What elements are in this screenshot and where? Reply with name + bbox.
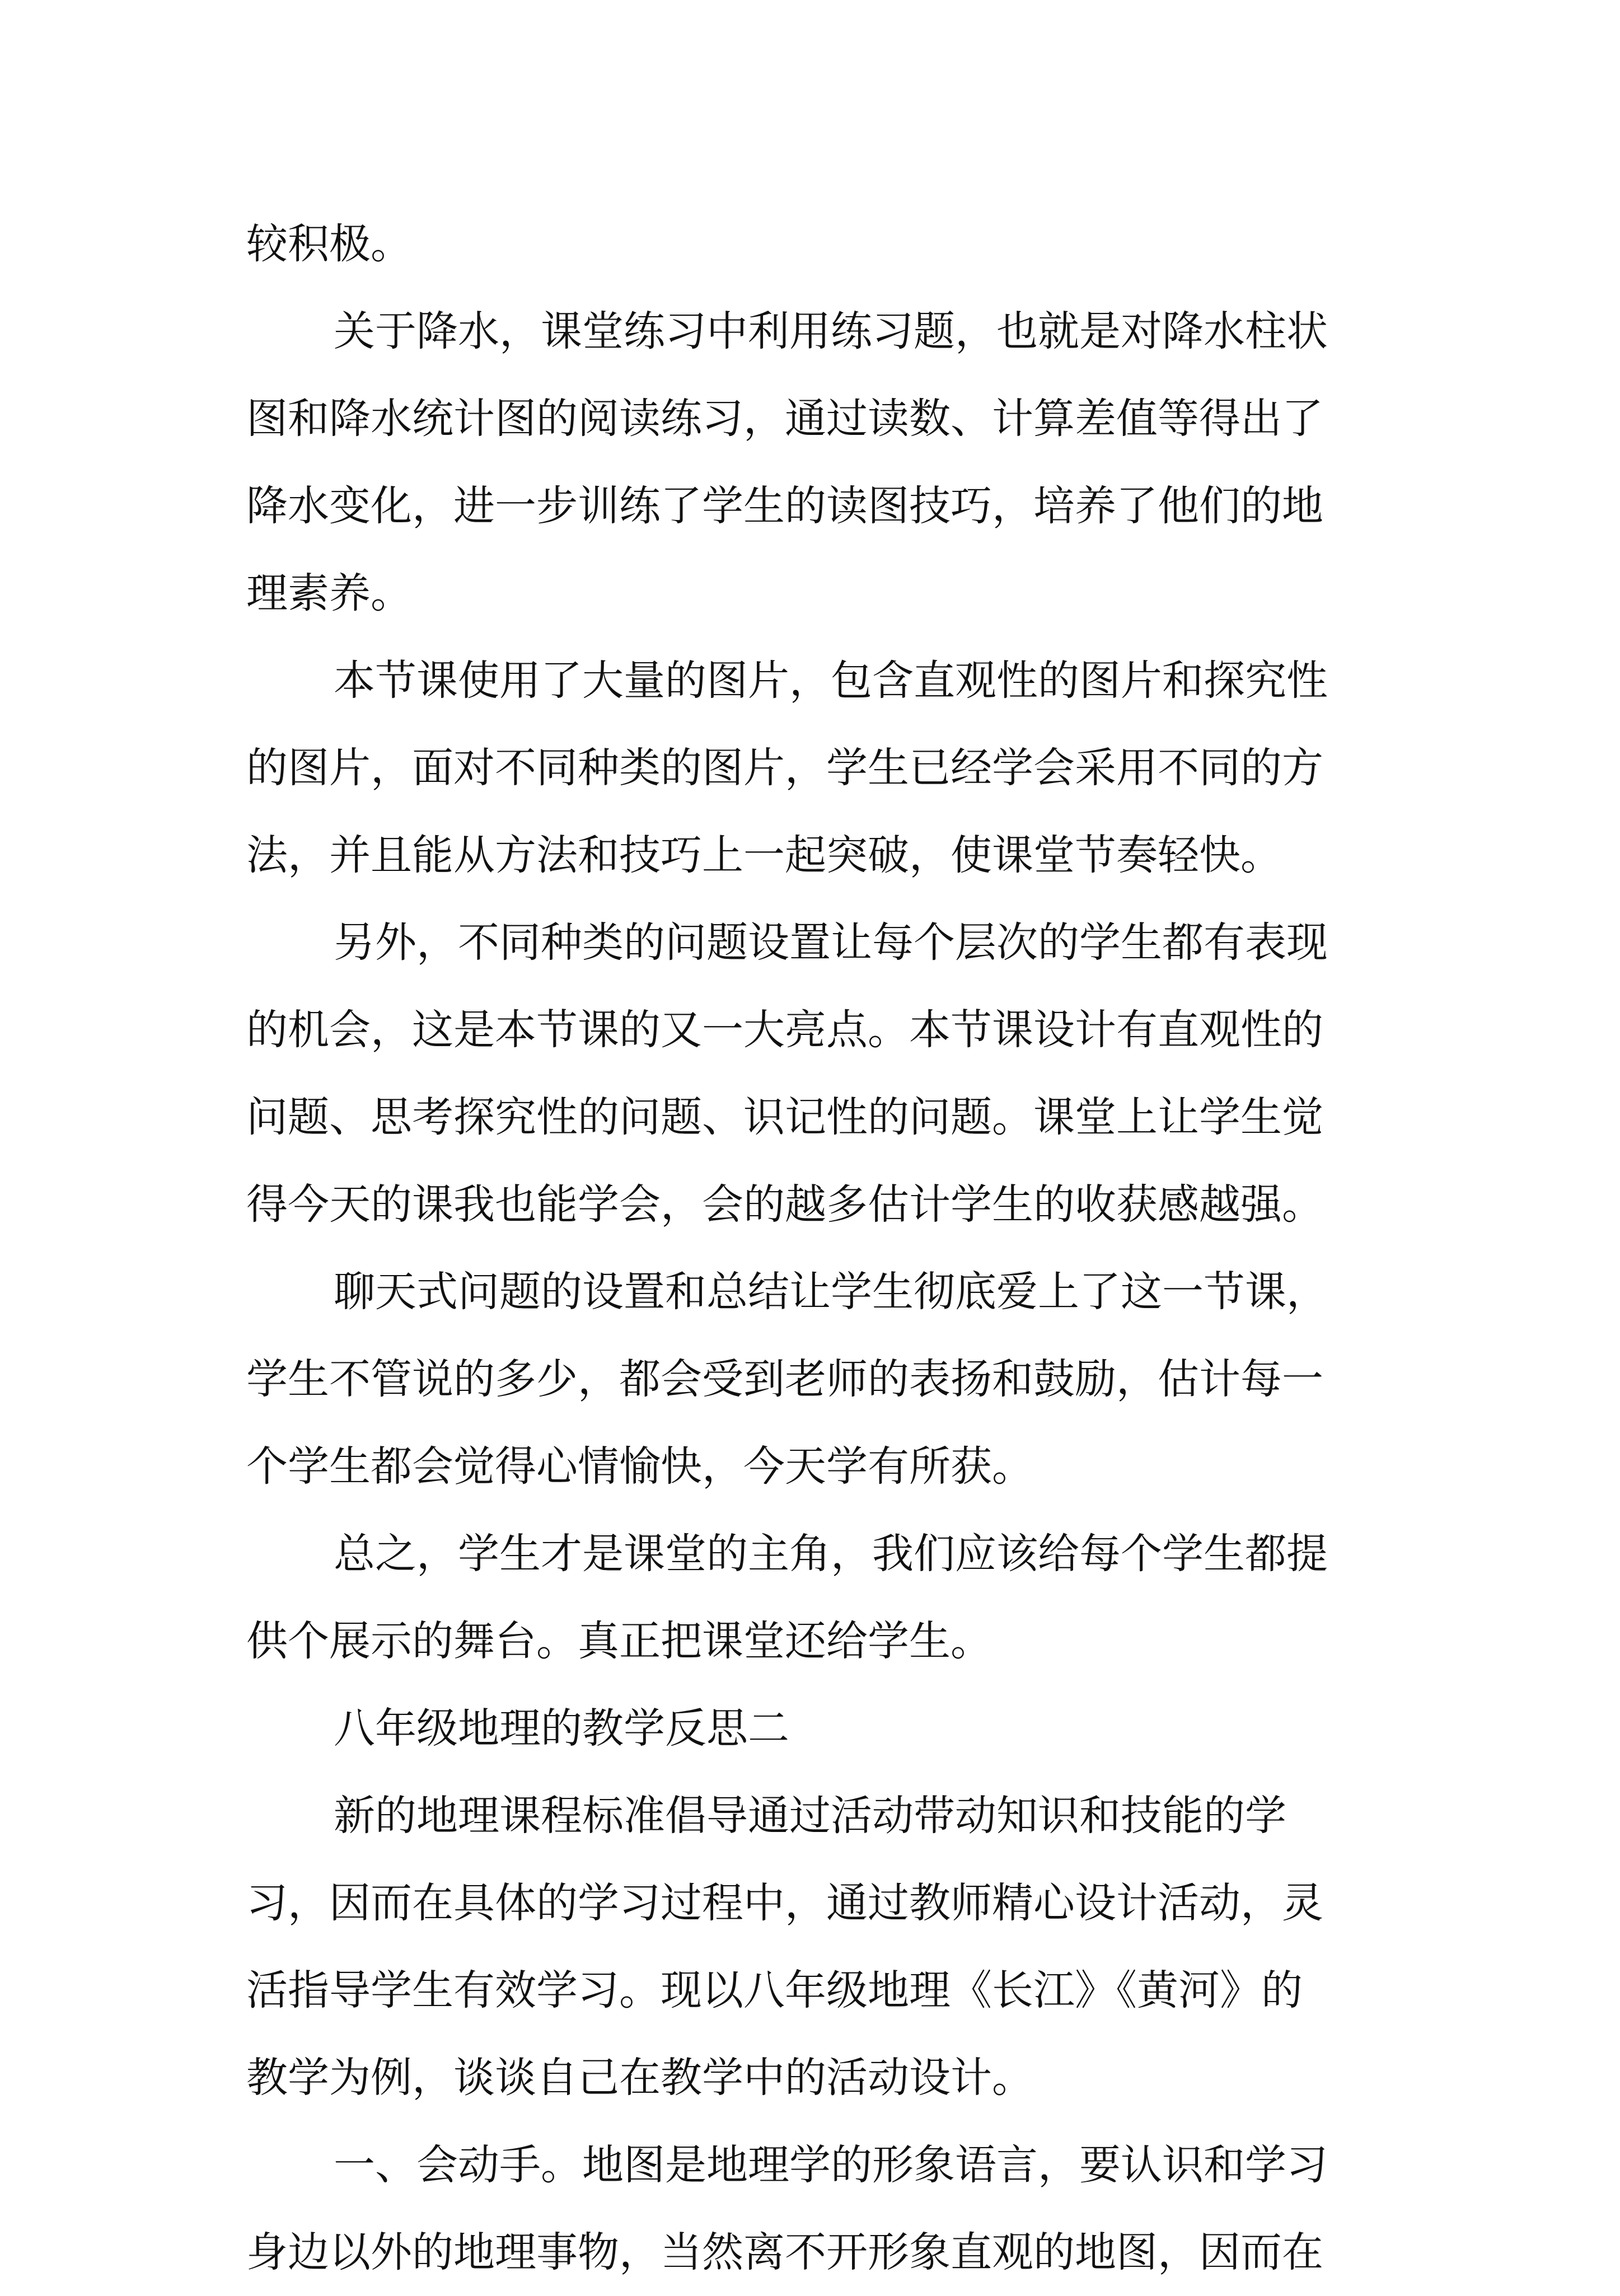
text-line: 的图片，面对不同种类的图片，学生已经学会采用不同的方 <box>246 744 1323 792</box>
paragraph-start: 本节课使用了大量的图片，包含直观性的图片和探究性 <box>334 657 1328 705</box>
text-line: 图和降水统计图的阅读练习，通过读数、计算差值等得出了 <box>246 395 1323 443</box>
paragraph-start: 一、会动手。地图是地理学的形象语言，要认识和学习 <box>334 2141 1328 2189</box>
text-line: 理素养。 <box>246 569 412 617</box>
document-body <box>246 200 1388 2296</box>
text-line: 教学为例，谈谈自己在教学中的活动设计。 <box>246 2054 1033 2102</box>
paragraph-start: 聊天式问题的设置和总结让学生彻底爱上了这一节课， <box>334 1268 1328 1316</box>
paragraph-start: 新的地理课程标准倡导通过活动带动知识和技能的学 <box>334 1792 1286 1840</box>
text-line: 供个展示的舞台。真正把课堂还给学生。 <box>246 1617 992 1665</box>
text-line: 身边以外的地理事物，当然离不开形象直观的地图，因而在 <box>246 2228 1323 2276</box>
paragraph-start: 另外，不同种类的问题设置让每个层次的学生都有表现 <box>334 919 1328 967</box>
text-line: 法，并且能从方法和技巧上一起突破，使课堂节奏轻快。 <box>246 831 1282 879</box>
text-line: 降水变化，进一步训练了学生的读图技巧，培养了他们的地 <box>246 482 1323 530</box>
text-line: 较积极。 <box>246 220 412 268</box>
text-line: 个学生都会觉得心情愉快，今天学有所获。 <box>246 1442 1033 1491</box>
paragraph-start: 关于降水，课堂练习中利用练习题，也就是对降水柱状 <box>334 307 1328 355</box>
text-line: 学生不管说的多少，都会受到老师的表扬和鼓励，估计每一 <box>246 1355 1323 1403</box>
paragraph-start: 总之，学生才是课堂的主角，我们应该给每个学生都提 <box>334 1530 1328 1578</box>
text-line: 的机会，这是本节课的又一大亮点。本节课设计有直观性的 <box>246 1006 1323 1054</box>
text-line: 得今天的课我也能学会，会的越多估计学生的收获感越强。 <box>246 1180 1323 1229</box>
text-line: 问题、思考探究性的问题、识记性的问题。课堂上让学生觉 <box>246 1093 1323 1141</box>
section-heading: 八年级地理的教学反思二 <box>334 1704 789 1753</box>
text-line: 活指导学生有效学习。现以八年级地理《长江》《黄河》的 <box>246 1966 1303 2014</box>
text-line: 习，因而在具体的学习过程中，通过教师精心设计活动，灵 <box>246 1879 1323 1927</box>
